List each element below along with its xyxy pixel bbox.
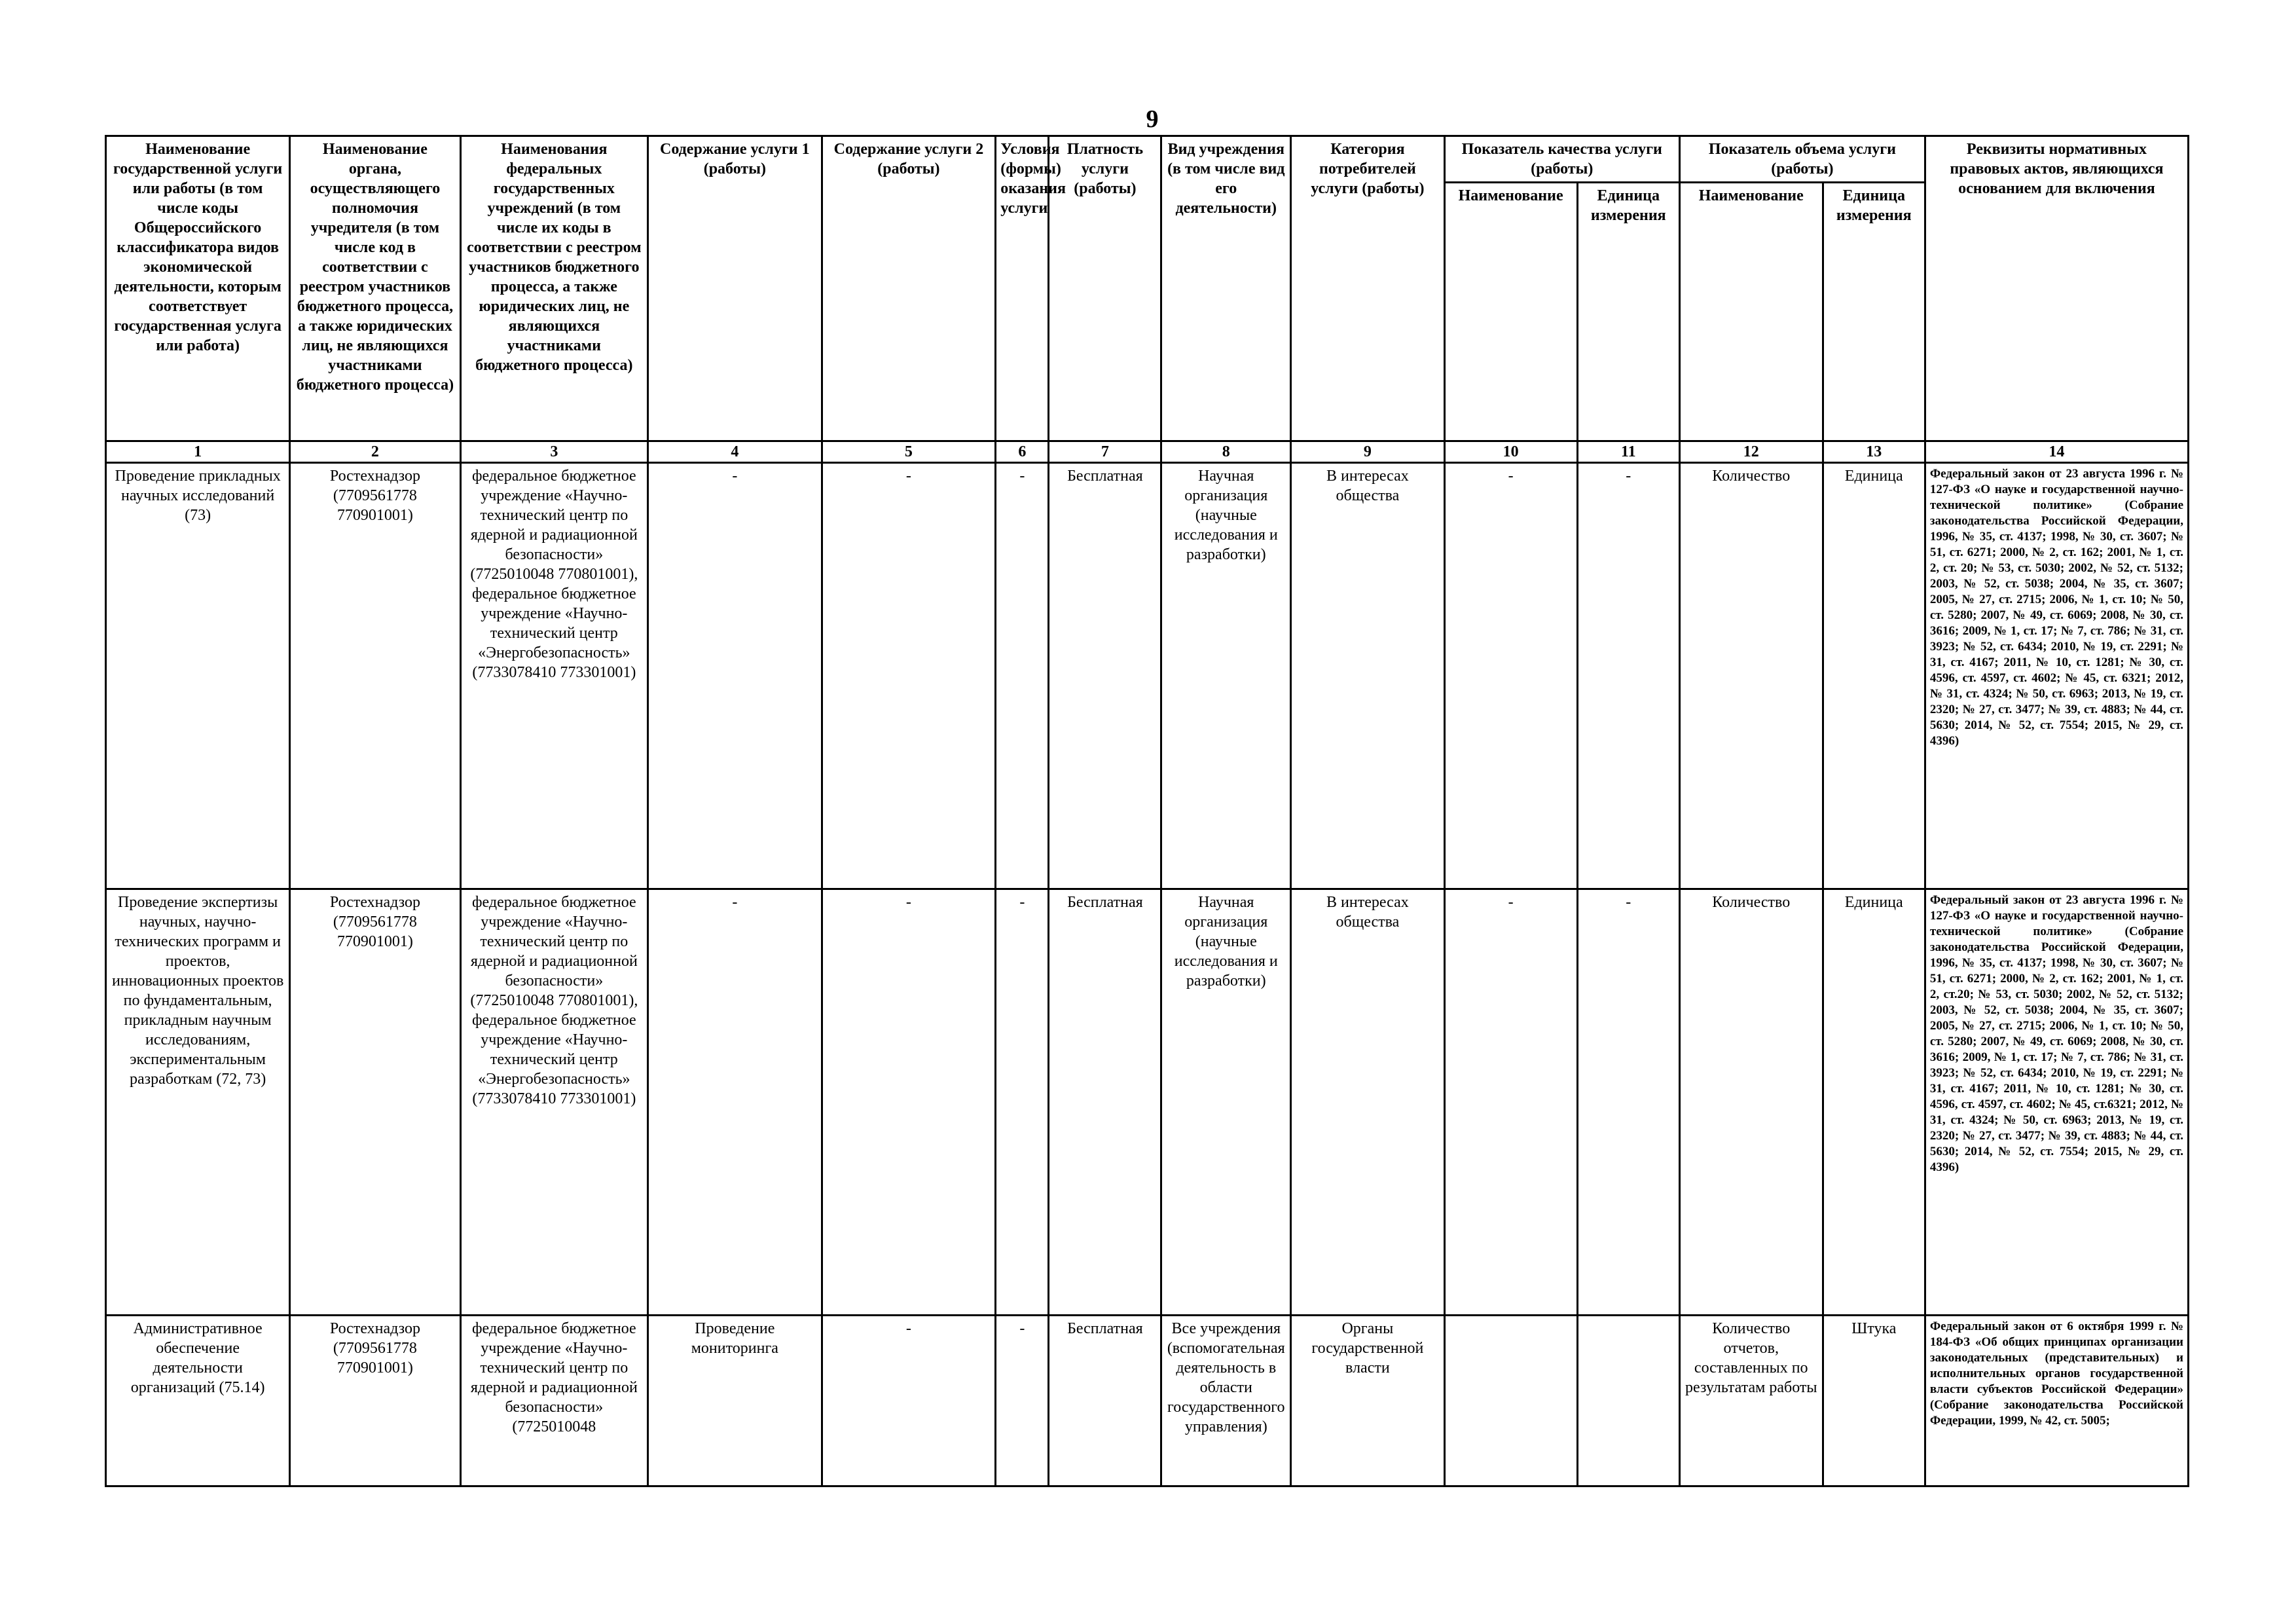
header-c2: Наименование органа, осуществляющего полномочия учредителя (в том числе код в соответствии с реестром участников бюджетного процесса, а также юридических лиц, не являющихся участниками бюджетного процесса) [290, 136, 460, 441]
content-2: - [822, 889, 996, 1316]
header-c1: Наименование государственной услуги или работы (в том числе коды Общероссийского классификатора видов экономической деятельности, которым соответствует государственная услуга или работа) [106, 136, 290, 441]
column-number: 9 [1291, 441, 1444, 463]
column-number: 11 [1577, 441, 1679, 463]
quality-name: - [1444, 889, 1577, 1316]
institution-type: Все учреждения (вспомогательная деятельность в области государственного управления) [1161, 1316, 1291, 1486]
founder-organ: Ростехнадзор (7709561778 770901001) [290, 463, 460, 889]
column-number: 10 [1444, 441, 1577, 463]
content-2: - [822, 463, 996, 889]
header-c5: Содержание услуги 2 (работы) [822, 136, 996, 441]
consumer-category: Органы государственной власти [1291, 1316, 1444, 1486]
column-number: 12 [1679, 441, 1823, 463]
service-name: Проведение экспертизы научных, научно-технических программ и проектов, инновационных проектов по фундаментальным, прикладным научным исследованиям, экспериментальным разработкам (72, 73) [106, 889, 290, 1316]
consumer-category: В интересах общества [1291, 463, 1444, 889]
legal-acts: Федеральный закон от 23 августа 1996 г. № 127-ФЗ «О науке и государственной научно-технической политике» (Собрание законодательства Российской Федерации, 1996, № 35, ст. 4137; 1998, № 30, ст. 3607; № 51, ст. 6271; 2000, № 2, ст. 162; 2001, № 1, ст. 2, ст.20; № 53, ст. 5030; 2002, № 52, ст. 5132; 2003, № 52, ст. 5038; 2004, № 35, ст. 3607; 2005, № 27, ст. 2715; 2006, № 1, ст. 10; № 50, ст. 5280; 2007, № 49, ст. 6069; 2008, № 30, ст. 3616; 2009, № 1, ст. 17; № 7, ст. 786; № 31, ст. 3923; № 52, ст. 6434; 2010, № 19, ст. 2291; № 31, ст. 4167; 2011, № 10, ст. 1281; № 30, ст. 4596, ст. 4597, ст. 4602; № 45, ст.6321; 2012, № 31, ст. 4324; № 50, ст. 6963; 2013, № 19, ст. 2320; № 27, ст. 3477; № 39, ст. 4883; № 44, ст. 5630; 2014, № 52, ст. 7554; 2015, № 29, ст. 4396) [1925, 889, 2188, 1316]
table-row [106, 889, 2189, 1316]
conditions: - [996, 463, 1049, 889]
header-c4: Содержание услуги 1 (работы) [648, 136, 822, 441]
quality-name [1444, 1316, 1577, 1486]
institution-type: Научная организация (научные исследования и разработки) [1161, 889, 1291, 1316]
header-c7: Платность услуги (работы) [1049, 136, 1161, 441]
institution-type: Научная организация (научные исследования и разработки) [1161, 463, 1291, 889]
header-c11: Единица измерения [1577, 183, 1679, 441]
quality-unit: - [1577, 463, 1679, 889]
column-number: 4 [648, 441, 822, 463]
content-2: - [822, 1316, 996, 1486]
service-name: Административное обеспечение деятельности организаций (75.14) [106, 1316, 290, 1486]
institutions: федеральное бюджетное учреждение «Научно-технический центр по ядерной и радиационной безопасности» (7725010048 [460, 1316, 647, 1486]
header-c9: Категория потребителей услуги (работы) [1291, 136, 1444, 441]
services-table [105, 135, 2189, 1487]
header-row [106, 136, 2189, 183]
content-1: - [648, 463, 822, 889]
quality-name: - [1444, 463, 1577, 889]
volume-unit: Единица [1823, 889, 1925, 1316]
column-number: 2 [290, 441, 460, 463]
header-c13: Единица измерения [1823, 183, 1925, 441]
column-number: 13 [1823, 441, 1925, 463]
volume-name: Количество [1679, 463, 1823, 889]
quality-unit: - [1577, 889, 1679, 1316]
payment: Бесплатная [1049, 1316, 1161, 1486]
volume-unit: Штука [1823, 1316, 1925, 1486]
content-1: Проведение мониторинга [648, 1316, 822, 1486]
header-c8: Вид учреждения (в том числе вид его деятельности) [1161, 136, 1291, 441]
header-volume-group: Показатель объема услуги (работы) [1679, 136, 1925, 183]
conditions: - [996, 889, 1049, 1316]
column-number: 3 [460, 441, 647, 463]
header-c6: Условия (формы) оказания услуги [996, 136, 1049, 441]
table-row [106, 1316, 2189, 1486]
column-number: 1 [106, 441, 290, 463]
header-c10: Наименование [1444, 183, 1577, 441]
column-number: 7 [1049, 441, 1161, 463]
column-number-row [106, 441, 2189, 463]
content-1: - [648, 889, 822, 1316]
service-name: Проведение прикладных научных исследований (73) [106, 463, 290, 889]
volume-name: Количество [1679, 889, 1823, 1316]
legal-acts: Федеральный закон от 23 августа 1996 г. № 127-ФЗ «О науке и государственной научно-технической политике» (Собрание законодательства Российской Федерации, 1996, № 35, ст. 4137; 1998, № 30, ст. 3607; № 51, ст. 6271; 2000, № 2, ст. 162; 2001, № 1, ст. 2, ст. 20; № 53, ст. 5030; 2002, № 52, ст. 5132; 2003, № 52, ст. 5038; 2004, № 35, ст. 3607; 2005, № 27, ст. 2715; 2006, № 1, ст. 10; № 50, ст. 5280; 2007, № 49, ст. 6069; 2008, № 30, ст. 3616; 2009, № 1, ст. 17; № 7, ст. 786; № 31, ст. 3923; № 52, ст. 6434; 2010, № 19, ст. 2291; № 31, ст. 4167; 2011, № 10, ст. 1281; № 30, ст. 4596, ст. 4597, ст. 4602; № 45, ст. 6321; 2012, № 31, ст. 4324; № 50, ст. 6963; 2013, № 19, ст. 2320; № 27, ст. 3477; № 39, ст. 4883; № 44, ст. 5630; 2014, № 52, ст. 7554; 2015, № 29, ст. 4396) [1925, 463, 2188, 889]
header-c14: Реквизиты нормативных правовых актов, являющихся основанием для включения [1925, 136, 2188, 441]
consumer-category: В интересах общества [1291, 889, 1444, 1316]
quality-unit [1577, 1316, 1679, 1486]
column-number: 6 [996, 441, 1049, 463]
volume-unit: Единица [1823, 463, 1925, 889]
header-c3: Наименования федеральных государственных учреждений (в том числе их коды в соответствии с реестром участников бюджетного процесса, а также юридических лиц, не являющихся участниками бюджетного процесса) [460, 136, 647, 441]
payment: Бесплатная [1049, 889, 1161, 1316]
column-number: 5 [822, 441, 996, 463]
founder-organ: Ростехнадзор (7709561778 770901001) [290, 1316, 460, 1486]
header-quality-group: Показатель качества услуги (работы) [1444, 136, 1679, 183]
founder-organ: Ростехнадзор (7709561778 770901001) [290, 889, 460, 1316]
conditions: - [996, 1316, 1049, 1486]
column-number: 14 [1925, 441, 2188, 463]
payment: Бесплатная [1049, 463, 1161, 889]
institutions: федеральное бюджетное учреждение «Научно-технический центр по ядерной и радиационной безопасности» (7725010048 770801001), федеральное бюджетное учреждение «Научно-технический центр «Энергобезопасность» (7733078410 773301001) [460, 889, 647, 1316]
volume-name: Количество отчетов, составленных по результатам работы [1679, 1316, 1823, 1486]
header-c12: Наименование [1679, 183, 1823, 441]
page-number: 9 [1146, 105, 1159, 133]
legal-acts: Федеральный закон от 6 октября 1999 г. № 184-ФЗ «Об общих принципах организации законодательных (представительных) и исполнительных органов государственной власти субъектов Российской Федерации» (Собрание законодательства Российской Федерации, 1999, № 42, ст. 5005; [1925, 1316, 2188, 1486]
column-number: 8 [1161, 441, 1291, 463]
institutions: федеральное бюджетное учреждение «Научно-технический центр по ядерной и радиационной безопасности» (7725010048 770801001), федеральное бюджетное учреждение «Научно-технический центр «Энергобезопасность» (7733078410 773301001) [460, 463, 647, 889]
table-row [106, 463, 2189, 889]
